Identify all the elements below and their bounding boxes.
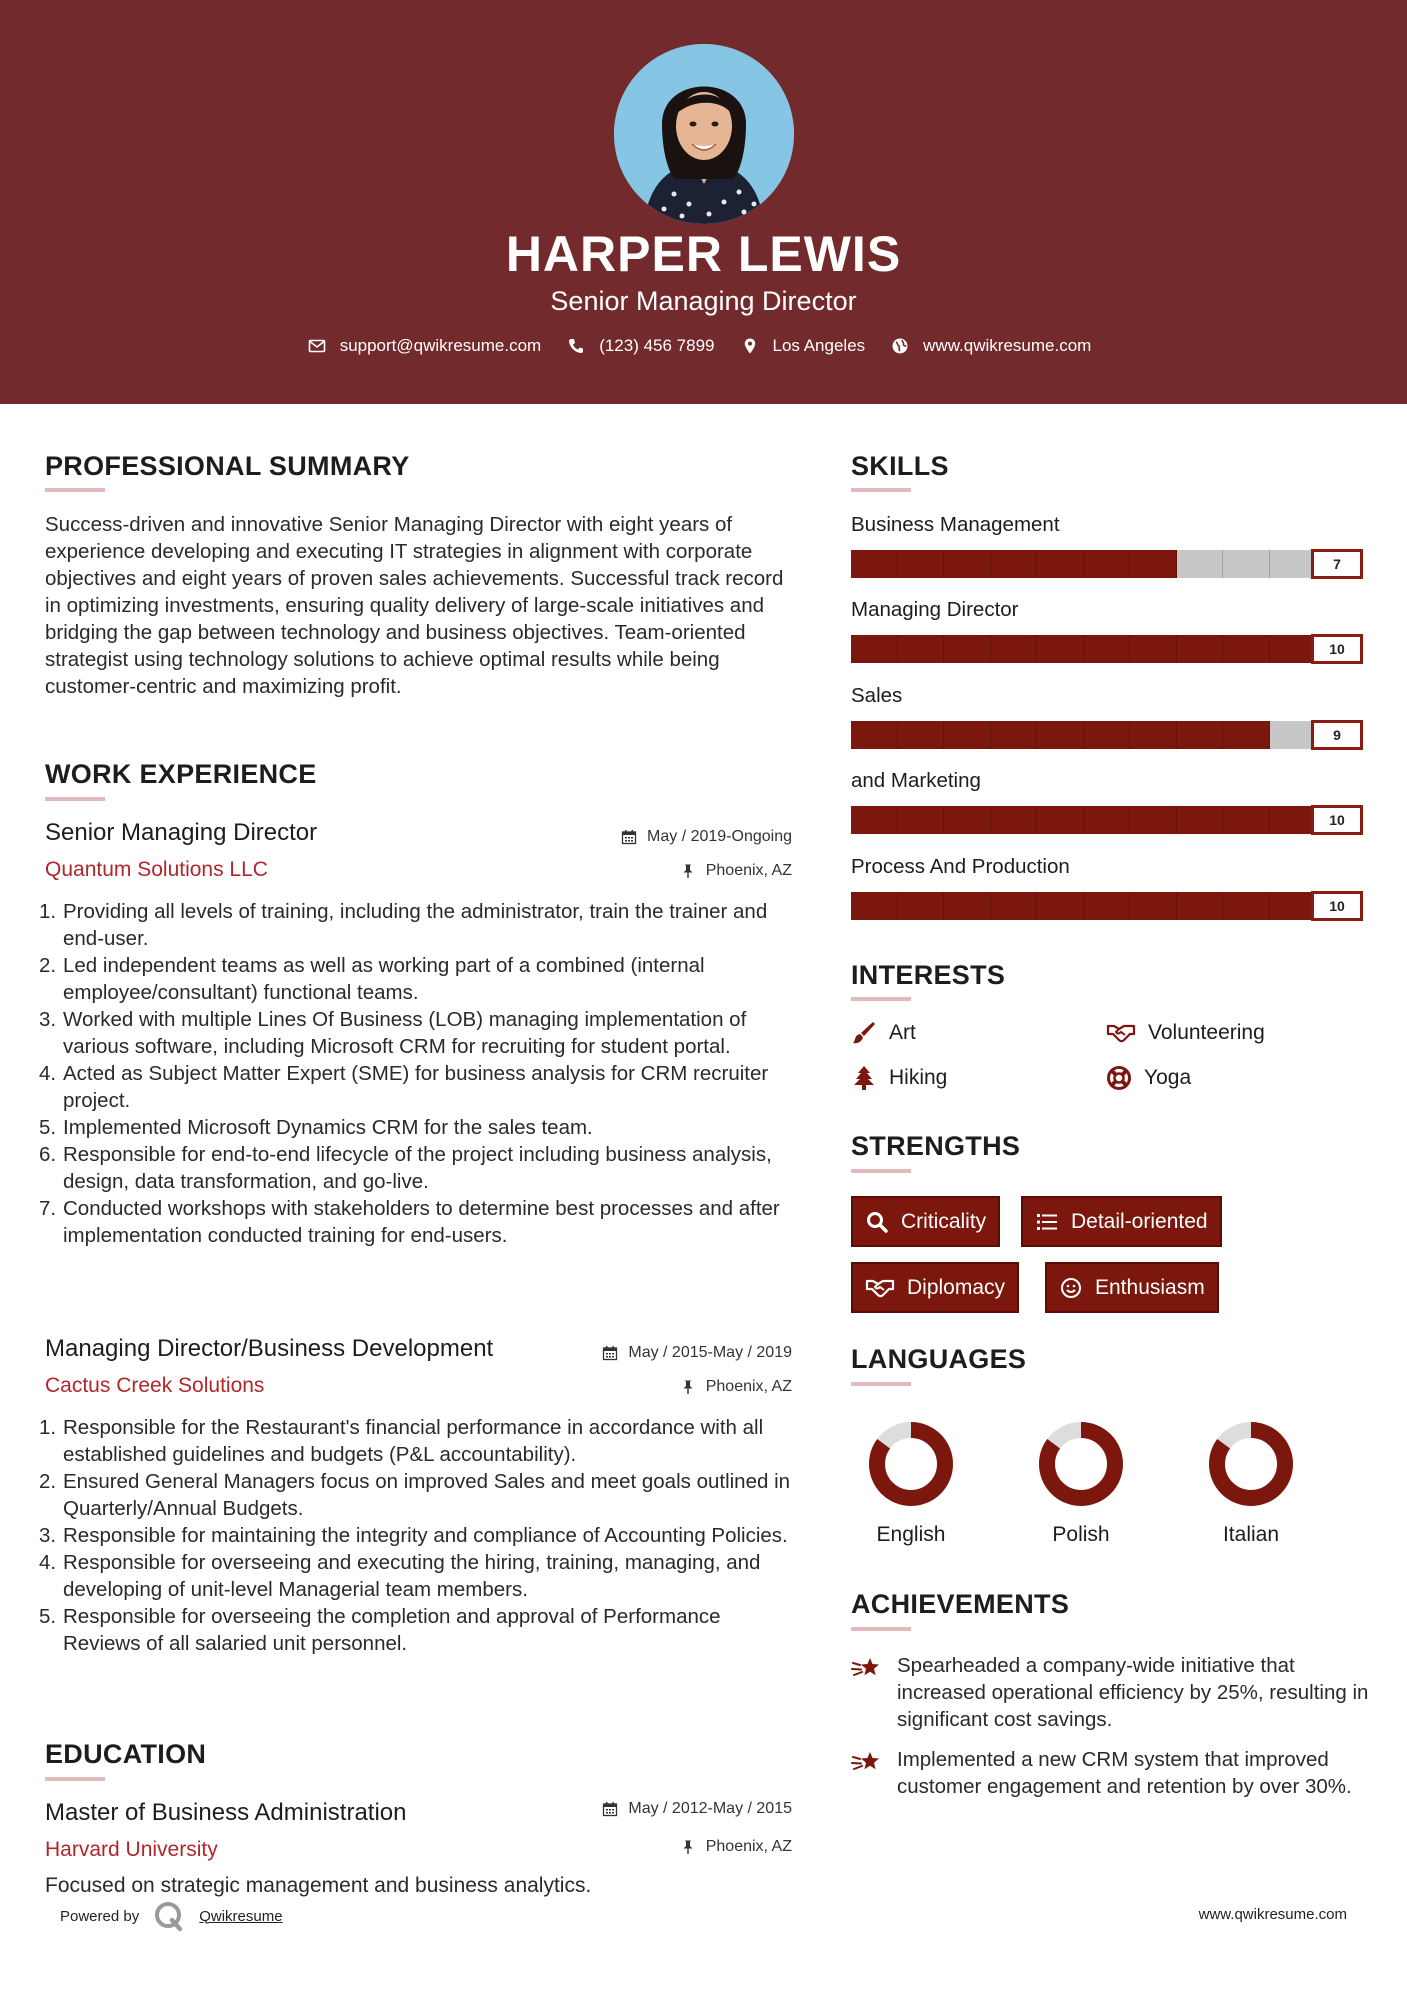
skill-bar-segment (851, 721, 898, 749)
profile-photo (614, 44, 794, 224)
interests-heading-underline (851, 997, 911, 1001)
skill-bar-segment (1223, 721, 1270, 749)
skill-bar (851, 549, 1363, 579)
languages-heading: LANGUAGES (851, 1344, 1027, 1374)
skill-bar-segment (1270, 635, 1317, 663)
skill-bar-segment (1130, 721, 1177, 749)
contact-location (741, 336, 866, 356)
edu-location (680, 1838, 792, 1856)
calendar-icon (602, 1345, 618, 1361)
qwikresume-link[interactable]: Qwikresume (199, 1907, 283, 1925)
strength-chip (851, 1196, 1000, 1247)
skill-bar-segment (851, 550, 898, 578)
skill-bar-segment (1084, 635, 1131, 663)
skill-bar-segment (1037, 721, 1084, 749)
skill-bar (851, 720, 1363, 750)
job-location-text: Phoenix, AZ (705, 1378, 792, 1395)
achievements-heading-underline (851, 1627, 911, 1631)
language-label: English (876, 1523, 946, 1546)
language-item (851, 1420, 971, 1548)
skill-bar-segment (1037, 550, 1084, 578)
edu-date-text: May / 2012-May / 2015 (628, 1800, 792, 1817)
globe-icon (891, 337, 909, 355)
skills-heading-underline (851, 488, 911, 492)
skill-bar-segment (1177, 806, 1224, 834)
skill-bar-track (851, 721, 1316, 749)
skill-bar-segment (991, 721, 1038, 749)
contact-website-text: www.qwikresume.com (923, 336, 1092, 355)
interest-label: Yoga (1144, 1066, 1192, 1089)
skill-bar-segment (1177, 721, 1224, 749)
contact-row (0, 336, 1407, 356)
powered-by (60, 1900, 283, 1932)
footer-url[interactable]: www.qwikresume.com (1198, 1906, 1347, 1923)
list-item: 3. Responsible for maintaining the integrity and compliance of Accounting Policies. (39, 1524, 788, 1547)
smile-icon (1059, 1276, 1083, 1300)
skill-score: 7 (1311, 549, 1363, 579)
language-donut (1037, 1420, 1125, 1508)
lifebuoy-icon (1106, 1065, 1132, 1091)
pushpin-icon (680, 1839, 696, 1855)
skill-bar-segment (1084, 550, 1131, 578)
shooting-star-icon (851, 1748, 883, 1776)
skill-bar (851, 634, 1363, 664)
strength-label: Diplomacy (907, 1275, 1006, 1299)
interest-label: Volunteering (1148, 1021, 1265, 1044)
skill-bar-segment (1223, 550, 1270, 578)
interests-heading: INTERESTS (851, 960, 1006, 990)
interest-item (1106, 1020, 1265, 1046)
skill-bar-segment (1037, 635, 1084, 663)
skill-bar-segment (898, 721, 945, 749)
summary-heading: PROFESSIONAL SUMMARY (45, 451, 410, 481)
strength-label: Criticality (901, 1209, 987, 1233)
interest-item (851, 1020, 916, 1046)
strength-chip (1021, 1196, 1222, 1247)
skill-score: 10 (1311, 891, 1363, 921)
job-location-text: Phoenix, AZ (705, 862, 792, 879)
language-donut (867, 1420, 955, 1508)
pushpin-icon (680, 1379, 696, 1395)
list-item: 4. Acted as Subject Matter Expert (SME) for business analysis for CRM recruiter project. (39, 1062, 769, 1112)
skill-bar-segment (1037, 892, 1084, 920)
skill-bar-segment (898, 550, 945, 578)
achievement-text: Implemented a new CRM system that improved customer engagement and retention by over 30%. (897, 1748, 1352, 1798)
skill-bar-segment (1177, 550, 1224, 578)
skill-label: Managing Director (851, 598, 1019, 621)
skill-bar-segment (898, 635, 945, 663)
education-heading: EDUCATION (45, 1739, 207, 1769)
skill-score: 9 (1311, 720, 1363, 750)
education-description: Focused on strategic management and business analytics. (45, 1874, 592, 1897)
qwikresume-logo-icon (153, 1900, 185, 1932)
shooting-star-icon (851, 1654, 883, 1682)
list-item: 1. Providing all levels of training, including the administrator, train the trainer and end-user. (39, 900, 768, 950)
contact-website[interactable] (891, 336, 1091, 356)
interest-label: Art (889, 1021, 916, 1044)
envelope-icon (308, 337, 326, 355)
experience-heading: WORK EXPERIENCE (45, 759, 317, 789)
skill-bar-segment (1037, 806, 1084, 834)
skill-bar-track (851, 892, 1316, 920)
skill-bar-segment (1177, 892, 1224, 920)
tree-icon (851, 1065, 877, 1091)
achievements-heading: ACHIEVEMENTS (851, 1589, 1070, 1619)
skill-bar-segment (851, 806, 898, 834)
skill-bar-segment (1270, 721, 1317, 749)
job-bullet-list (39, 898, 795, 1249)
job-date-text: May / 2019-Ongoing (647, 828, 792, 845)
strength-label: Enthusiasm (1095, 1275, 1205, 1299)
list-item: 4. Responsible for overseeing and executing the hiring, training, managing, and developing of unit-level Managerial team members. (39, 1551, 761, 1601)
skill-bar-segment (991, 550, 1038, 578)
pushpin-icon (680, 863, 696, 879)
skill-label: and Marketing (851, 769, 981, 792)
job-location (680, 862, 792, 880)
skill-bar-segment (991, 806, 1038, 834)
skill-bar-segment (991, 635, 1038, 663)
calendar-icon (621, 829, 637, 845)
achievement-item (851, 1652, 1371, 1733)
handshake-icon (865, 1276, 895, 1300)
skill-bar-segment (851, 892, 898, 920)
list-item: 3. Worked with multiple Lines Of Business (LOB) managing implementation of various software, including Microsoft CRM for recruiting for student portal. (39, 1008, 747, 1058)
achievement-text: Spearheaded a company-wide initiative that increased operational efficiency by 25%, resulting in significant cost savings. (897, 1654, 1369, 1731)
job-date-text: May / 2015-May / 2019 (628, 1344, 792, 1361)
skill-bar-segment (1084, 806, 1131, 834)
job-title: Managing Director/Business Development (45, 1335, 494, 1362)
list-item: 2. Led independent teams as well as working part of a combined (internal employee/consultant) functional teams. (39, 954, 705, 1004)
list-item: 5. Responsible for overseeing the completion and approval of Performance Reviews of all salaried unit personnel. (39, 1605, 721, 1655)
skill-score: 10 (1311, 634, 1363, 664)
search-icon (865, 1210, 889, 1234)
interest-item (851, 1065, 947, 1091)
skill-bar-segment (1270, 550, 1317, 578)
skill-bar-segment (944, 635, 991, 663)
job-location (680, 1378, 792, 1396)
skill-bar-segment (1130, 892, 1177, 920)
skill-bar-segment (944, 550, 991, 578)
strength-chip (1045, 1262, 1219, 1313)
edu-date (602, 1800, 792, 1818)
strengths-heading-underline (851, 1169, 911, 1173)
education-heading-underline (45, 1777, 105, 1781)
experience-heading-underline (45, 797, 105, 801)
skill-bar-segment (1084, 892, 1131, 920)
school-name: Harvard University (45, 1838, 218, 1861)
powered-by-label: Powered by (60, 1907, 140, 1925)
list-item: 5. Implemented Microsoft Dynamics CRM for the sales team. (39, 1116, 593, 1139)
calendar-icon (602, 1801, 618, 1817)
degree-title: Master of Business Administration (45, 1799, 407, 1826)
contact-email[interactable] (308, 336, 542, 356)
achievement-item (851, 1746, 1371, 1800)
skill-label: Process And Production (851, 855, 1070, 878)
skill-bar-track (851, 806, 1316, 834)
contact-location-text: Los Angeles (772, 336, 866, 355)
interest-label: Hiking (889, 1066, 948, 1089)
skill-bar (851, 805, 1363, 835)
skill-bar-segment (898, 806, 945, 834)
contact-email-text: support@qwikresume.com (339, 336, 542, 355)
skill-label: Business Management (851, 513, 1060, 536)
candidate-name: HARPER LEWIS (505, 226, 902, 282)
skill-bar-track (851, 635, 1316, 663)
map-pin-icon (741, 337, 759, 355)
skill-bar-segment (1130, 806, 1177, 834)
skill-bar-segment (898, 892, 945, 920)
strengths-heading: STRENGTHS (851, 1131, 1021, 1161)
skill-bar-segment (1177, 635, 1224, 663)
skill-bar-segment (1223, 892, 1270, 920)
list-item: 6. Responsible for end-to-end lifecycle of the project including business analysis, design, data transformation, and go-live. (39, 1143, 772, 1193)
job-title: Senior Managing Director (45, 819, 318, 846)
skill-bar-segment (1223, 806, 1270, 834)
skill-bar-segment (1130, 550, 1177, 578)
skill-bar-segment (1084, 721, 1131, 749)
list-icon (1035, 1210, 1059, 1234)
skill-bar (851, 891, 1363, 921)
job-date (621, 828, 792, 846)
skills-heading: SKILLS (851, 451, 949, 481)
language-item (1191, 1420, 1311, 1548)
list-item: 7. Conducted workshops with stakeholders to determine best processes and after implementation conducted training for end-users. (39, 1197, 780, 1247)
skill-score: 10 (1311, 805, 1363, 835)
profile-photo-illustration (614, 44, 794, 224)
skill-bar-segment (944, 806, 991, 834)
handshake-icon (1106, 1020, 1136, 1046)
list-item: 1. Responsible for the Restaurant's financial performance in accordance with all established guidelines and budgets (P&L accountability). (39, 1416, 764, 1466)
language-item (1021, 1420, 1141, 1548)
skill-bar-segment (991, 892, 1038, 920)
language-label: Polish (1052, 1523, 1110, 1546)
skill-bar-segment (944, 892, 991, 920)
languages-heading-underline (851, 1382, 911, 1386)
skill-bar-track (851, 550, 1316, 578)
job-date (602, 1344, 792, 1362)
phone-icon (567, 337, 585, 355)
skill-bar-segment (1270, 892, 1317, 920)
summary-text: Success-driven and innovative Senior Managing Director with eight years of experience developing and executing IT strategies in alignment with corporate objectives and eight years of proven sales achievements. Successful track record in optimizing investments, ensuring quality delivery of large-scale initiatives and bridging the gap between technology and business objectives. Team-oriented strategist using technology solutions to achieve optimal results while being customer-centric and maximizing profit. (45, 513, 784, 698)
skill-bar-segment (1270, 806, 1317, 834)
skill-bar-segment (1223, 635, 1270, 663)
skill-label: Sales (851, 684, 903, 707)
skill-bar-segment (1130, 635, 1177, 663)
skill-bar-segment (851, 635, 898, 663)
resume-header (0, 0, 1407, 404)
strength-label: Detail-oriented (1071, 1209, 1208, 1233)
contact-phone-text: (123) 456 7899 (599, 336, 715, 355)
language-donut (1207, 1420, 1295, 1508)
candidate-title: Senior Managing Director (550, 286, 857, 316)
summary-heading-underline (45, 488, 105, 492)
interest-item (1106, 1065, 1191, 1091)
skill-bar-segment (944, 721, 991, 749)
contact-phone[interactable] (567, 336, 714, 356)
language-label: Italian (1222, 1523, 1280, 1546)
job-company: Quantum Solutions LLC (45, 858, 268, 881)
job-bullet-list (39, 1414, 795, 1657)
strength-chip (851, 1262, 1019, 1313)
list-item: 2. Ensured General Managers focus on improved Sales and meet goals outlined in Quarterly/Annual Budgets. (39, 1470, 791, 1520)
edu-location-text: Phoenix, AZ (705, 1838, 792, 1855)
paintbrush-icon (851, 1020, 877, 1046)
job-company: Cactus Creek Solutions (45, 1374, 265, 1397)
